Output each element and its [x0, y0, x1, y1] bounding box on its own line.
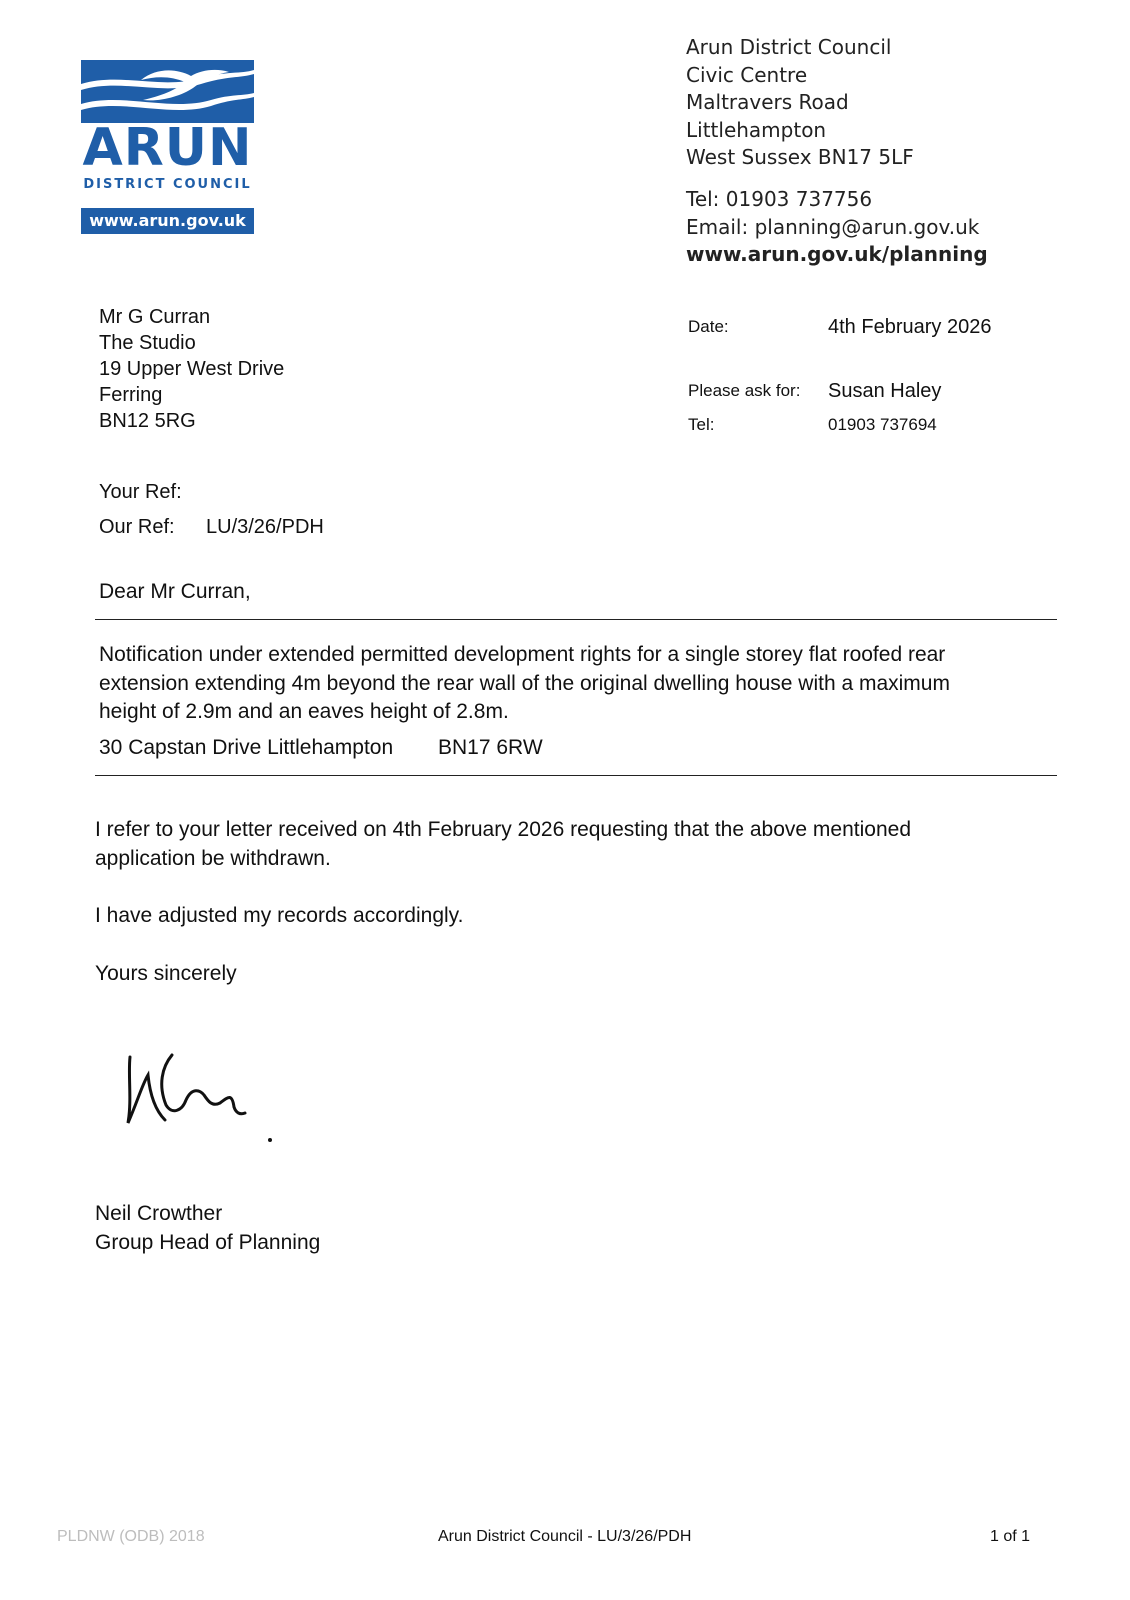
salutation: Dear Mr Curran, — [99, 580, 251, 603]
recipient-line: BN12 5RG — [99, 410, 196, 432]
recipient-line: 19 Upper West Drive — [99, 358, 285, 380]
subject-description — [99, 641, 950, 727]
council-address-line: Littlehampton — [686, 117, 827, 142]
body-line: I refer to your letter received on 4th February 2026 requesting that the above mentioned — [95, 818, 911, 841]
subject-line: height of 2.9m and an eaves height of 2.8m. — [99, 700, 509, 723]
council-address-line: Civic Centre — [686, 62, 808, 87]
closing: Yours sincerely — [95, 962, 237, 985]
contact-tel-value: 01903 737694 — [828, 415, 937, 434]
recipient-line: Ferring — [99, 384, 163, 406]
council-contact — [686, 186, 988, 269]
footer-page-number: 1 of 1 — [990, 1528, 1031, 1545]
recipient-address — [99, 304, 284, 434]
recipient-line: Mr G Curran — [99, 306, 211, 328]
body-paragraph-2: I have adjusted my records accordingly. — [95, 904, 464, 927]
subject-line: extension extending 4m beyond the rear wall of the original dwelling house with a maximum — [99, 671, 950, 695]
council-tel: Tel: 01903 737756 — [686, 187, 873, 211]
footer-form-code: PLDNW (ODB) 2018 — [57, 1528, 205, 1545]
logo-subtitle: DISTRICT COUNCIL — [83, 177, 252, 192]
signature-image — [120, 1045, 290, 1145]
body-paragraph-1 — [95, 816, 911, 873]
subject-line: Notification under extended permitted development rights for a single storey flat roofed rear — [99, 643, 946, 666]
council-logo — [81, 60, 254, 234]
our-ref-label: Our Ref: — [99, 516, 175, 538]
council-address-line: West Sussex BN17 5LF — [686, 145, 914, 169]
our-ref-value: LU/3/26/PDH — [206, 516, 324, 538]
site-address: 30 Capstan Drive Littlehampton — [99, 736, 394, 759]
signatory-title: Group Head of Planning — [95, 1231, 321, 1254]
logo-wave-band — [81, 60, 254, 123]
divider-bottom — [95, 775, 1057, 776]
council-website: www.arun.gov.uk/planning — [686, 242, 988, 266]
ask-for-value: Susan Haley — [828, 380, 942, 402]
logo-wordmark: ARUN — [82, 118, 253, 178]
date-value: 4th February 2026 — [828, 316, 992, 338]
council-address — [686, 34, 914, 172]
seagull-icon — [81, 60, 254, 123]
footer-reference: Arun District Council - LU/3/26/PDH — [438, 1528, 692, 1545]
signatory-name: Neil Crowther — [95, 1202, 223, 1225]
site-postcode: BN17 6RW — [438, 736, 543, 759]
date-label: Date: — [688, 317, 729, 336]
recipient-line: The Studio — [99, 332, 196, 354]
council-email: Email: planning@arun.gov.uk — [686, 214, 980, 239]
logo-url: www.arun.gov.uk — [81, 208, 254, 234]
divider-top — [95, 619, 1057, 620]
contact-tel-label: Tel: — [688, 415, 715, 434]
ask-for-label: Please ask for: — [688, 381, 801, 400]
body-line: application be withdrawn. — [95, 846, 331, 870]
council-address-line: Maltravers Road — [686, 90, 849, 114]
council-address-line: Arun District Council — [686, 35, 892, 59]
your-ref-label: Your Ref: — [99, 481, 182, 503]
